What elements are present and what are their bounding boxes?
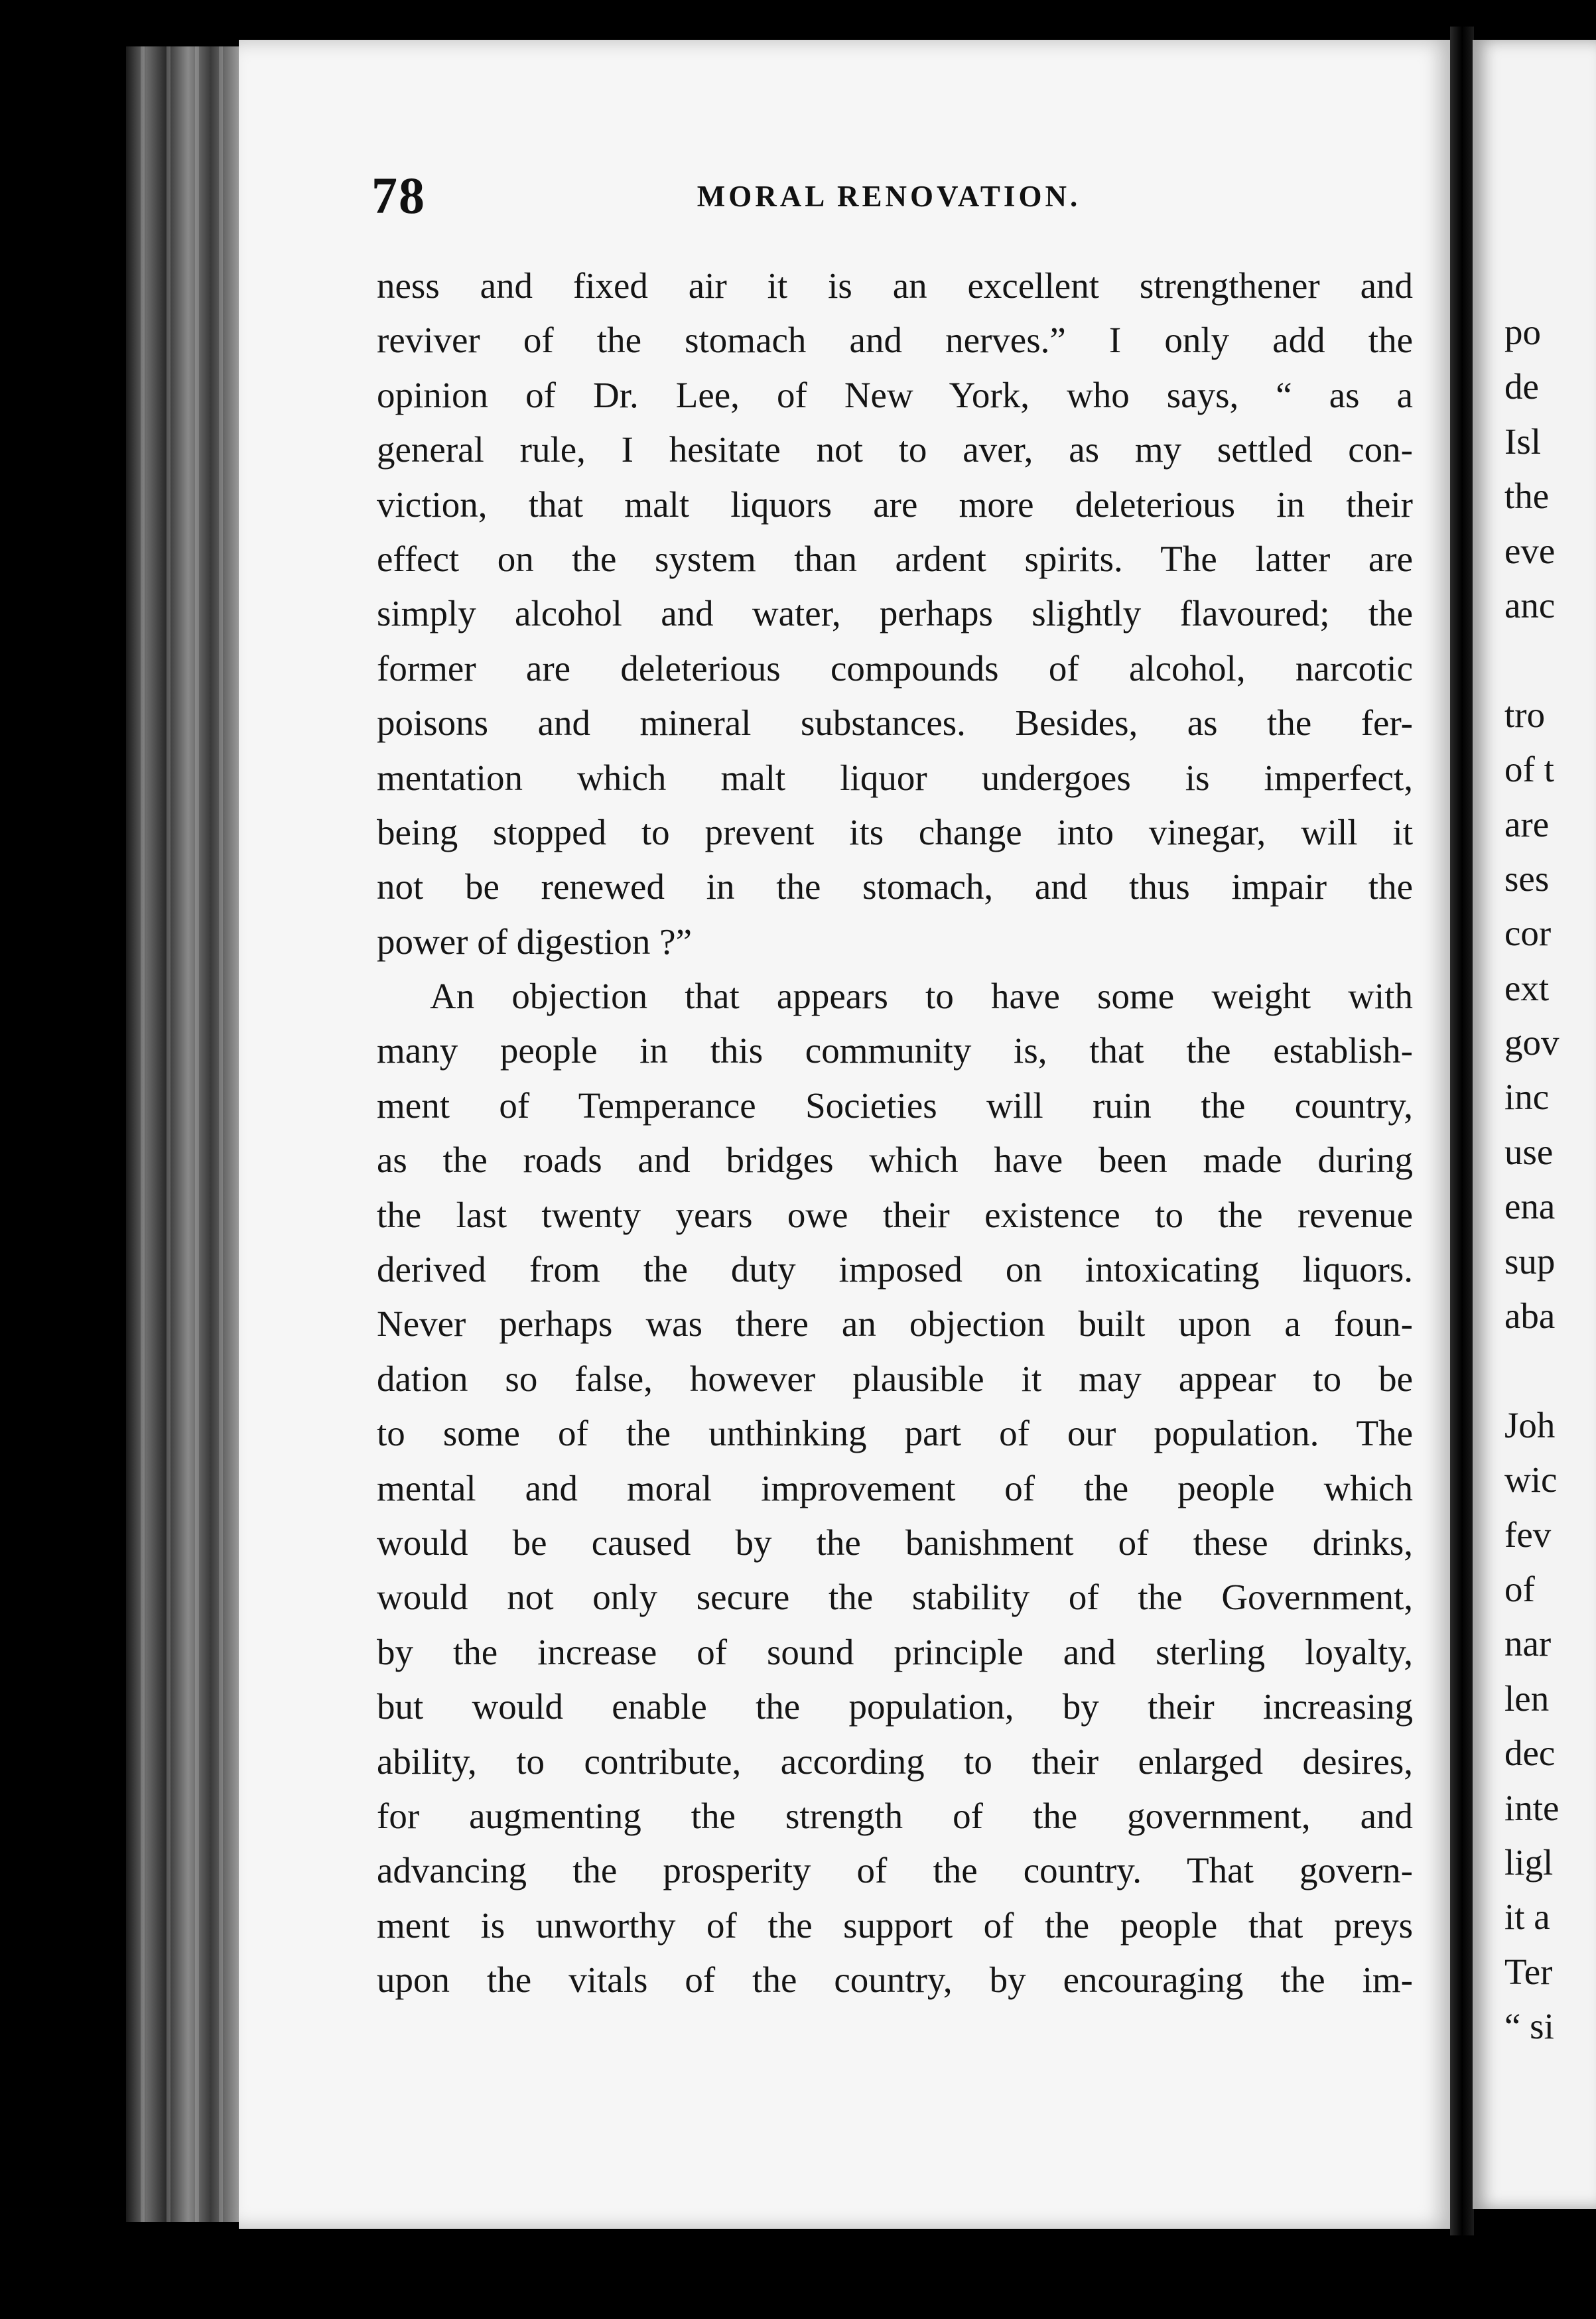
text-line: but would enable the population, by their increasing	[377, 1686, 1413, 1727]
fragment-line: ses	[1504, 858, 1550, 899]
text-line: as the roads and bridges which have been made during	[377, 1140, 1413, 1181]
fragment-line: are	[1504, 803, 1550, 844]
fragment-line: of	[1504, 1568, 1535, 1609]
text-line: by the increase of sound principle and sterling loyalty,	[377, 1631, 1413, 1672]
fragment-line: nar	[1504, 1623, 1552, 1664]
text-line: to some of the unthinking part of our population. The	[377, 1413, 1413, 1454]
left-page	[239, 40, 1453, 2229]
text-line: ability, to contribute, according to their enlarged desires,	[377, 1741, 1413, 1782]
text-line: simply alcohol and water, perhaps slightly flavoured; the	[377, 593, 1413, 634]
text-line: advancing the prosperity of the country. That govern-	[377, 1850, 1413, 1891]
fragment-line: anc	[1504, 584, 1556, 626]
text-line: the last twenty years owe their existence to the revenue	[377, 1194, 1413, 1235]
fragment-line: inc	[1504, 1077, 1550, 1118]
fragment-line: the	[1504, 476, 1550, 517]
fragment-line: inte	[1504, 1787, 1560, 1828]
text-line: not be renewed in the stomach, and thus impair the	[377, 866, 1413, 907]
text-line: upon the vitals of the country, by encouraging the im-	[377, 1959, 1413, 2001]
running-head	[371, 166, 1406, 226]
text-line: general rule, I hesitate not to aver, as my settled con-	[377, 429, 1413, 470]
text-line: effect on the system than ardent spirits. The latter are	[377, 538, 1413, 579]
fragment-line: Ter	[1504, 1951, 1553, 1992]
fragment-line: of t	[1504, 749, 1554, 790]
fragment-line: aba	[1504, 1295, 1556, 1337]
text-line: many people in this community is, that the establish-	[377, 1030, 1413, 1071]
text-line: power of digestion ?”	[377, 921, 692, 962]
fragment-line: use	[1504, 1131, 1554, 1172]
text-line: would not only secure the stability of the Government,	[377, 1577, 1413, 1618]
text-line: mentation which malt liquor undergoes is imperfect,	[377, 757, 1413, 798]
fragment-line: cor	[1504, 913, 1552, 954]
page-edges	[126, 46, 239, 2222]
fragment-line: sup	[1504, 1240, 1556, 1282]
text-line: poisons and mineral substances. Besides, as the fer-	[377, 702, 1413, 744]
text-line: viction, that malt liquors are more deleterious in their	[377, 484, 1413, 525]
text-line: ment of Temperance Societies will ruin the country,	[377, 1085, 1413, 1126]
text-line: for augmenting the strength of the government, and	[377, 1795, 1413, 1836]
paragraph-start-line: An objection that appears to have some weight with	[430, 976, 1413, 1017]
fragment-line: Joh	[1504, 1404, 1556, 1445]
text-line: mental and moral improvement of the people which	[377, 1467, 1413, 1508]
text-line: would be caused by the banishment of these drinks,	[377, 1522, 1413, 1563]
fragment-line: wic	[1504, 1459, 1558, 1500]
fragment-line: fev	[1504, 1514, 1552, 1555]
fragment-line: dec	[1504, 1733, 1556, 1774]
fragment-line: len	[1504, 1678, 1550, 1719]
right-page-fragment	[1473, 40, 1596, 2209]
page-number: 78	[371, 166, 426, 224]
fragment-line: it a	[1504, 1896, 1550, 1938]
fragment-line	[1473, 633, 1560, 687]
body-text	[377, 259, 1413, 2008]
book-gutter	[1450, 27, 1474, 2235]
right-page-text	[1473, 305, 1560, 2054]
text-line: dation so false, however plausible it may appear to be	[377, 1358, 1413, 1399]
fragment-line: eve	[1504, 530, 1556, 571]
text-line: former are deleterious compounds of alcohol, narcotic	[377, 647, 1413, 689]
fragment-line: ligl	[1504, 1841, 1554, 1883]
fragment-line	[1473, 1343, 1560, 1398]
fragment-line: ena	[1504, 1186, 1556, 1227]
fragment-line: de	[1504, 366, 1539, 407]
text-line: Never perhaps was there an objection built upon a foun-	[377, 1303, 1413, 1345]
fragment-line: po	[1504, 312, 1541, 352]
fragment-line: “ si	[1504, 2006, 1554, 2047]
text-line: opinion of Dr. Lee, of New York, who says, “ as a	[377, 374, 1413, 415]
text-line: reviver of the stomach and nerves.” I only add the	[377, 320, 1413, 361]
text-line: being stopped to prevent its change into vinegar, will it	[377, 811, 1413, 852]
fragment-line: tro	[1504, 694, 1546, 735]
text-line: ment is unworthy of the support of the people that preys	[377, 1904, 1413, 1946]
fragment-line: gov	[1504, 1022, 1560, 1063]
fragment-line: ext	[1504, 967, 1550, 1008]
text-line: ness and fixed air it is an excellent strengthener and	[377, 265, 1413, 306]
fragment-line: Isl	[1504, 421, 1541, 462]
running-title: MORAL RENOVATION.	[697, 180, 1081, 213]
text-line: derived from the duty imposed on intoxicating liquors.	[377, 1249, 1413, 1290]
